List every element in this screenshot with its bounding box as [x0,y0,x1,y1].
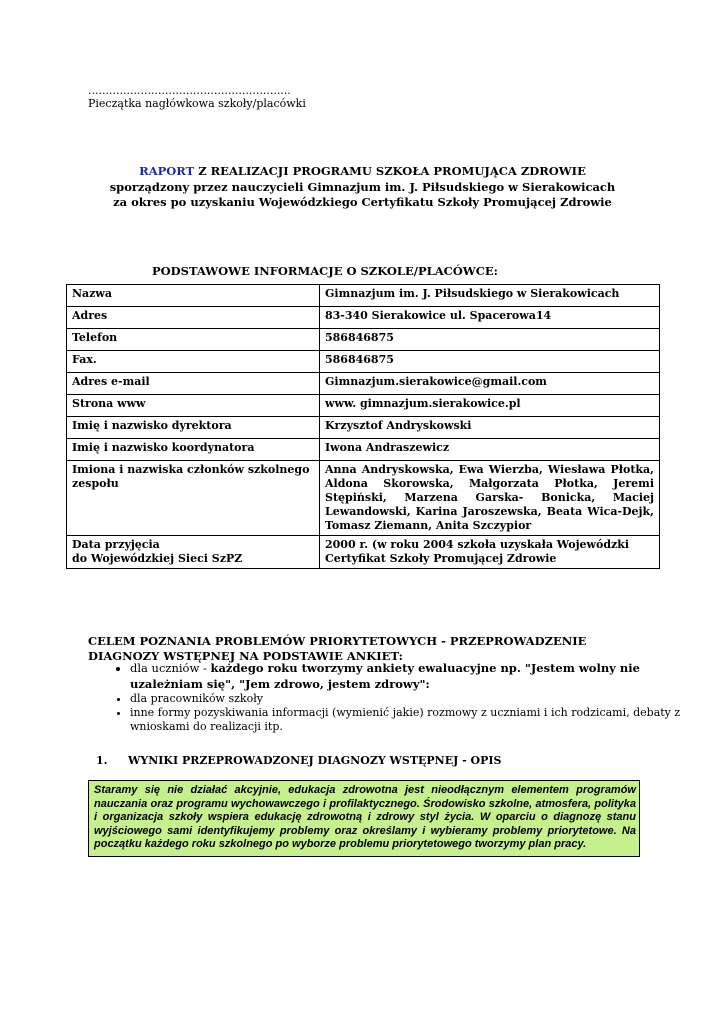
table-row [67,307,660,329]
date-label [67,536,320,569]
row-label: Fax. [67,351,320,373]
list-item: • dla pracowników szkoły [130,692,690,706]
table-row [67,395,660,417]
title-raport-word: RAPORT [139,164,195,178]
stamp-label: Pieczątka nagłówkowa szkoły/placówki [88,97,306,110]
section-title: WYNIKI PRZEPROWADZONEJ DIAGNOZY WSTĘPNEJ - OPIS [128,754,502,767]
section-number: 1. [96,754,108,767]
row-label: Adres e-mail [67,373,320,395]
date-label-line-2: do Wojewódzkiej Sieci SzPZ [72,552,243,565]
goals-list [88,660,690,734]
row-value: 586846875 [320,329,660,351]
row-value: Gimnazjum.sierakowice@gmail.com [320,373,660,395]
report-title [0,164,725,211]
info-heading: PODSTAWOWE INFORMACJE O SZKOLE/PLACÓWCE: [152,264,498,278]
members-value: Anna Andryskowska, Ewa Wierzba, Wiesława Płotka, Aldona Skorowska, Małgorzata Płotka, Jeremi Stępiński, Marzena Garska- Bonicka, Maciej Lewandowski, Karina Jaroszewska, Beata Wica-Dejk, Tomasz Ziemann, Anita Szczypior [320,461,660,536]
date-label-line-1: Data przyjęcia [72,538,160,551]
row-label: Nazwa [67,285,320,307]
table-row [67,439,660,461]
row-value: 83-340 Sierakowice ul. Spacerowa14 [320,307,660,329]
title-line-2: sporządzony przez nauczycieli Gimnazjum im. J. Piłsudskiego w Sierakowicach [109,179,616,194]
goal-item-1-bold: każdego roku tworzymy ankiety ewaluacyjne np. "Jestem wolny nie uzależniam się", "Jem zdrowo, jestem zdrowy": [130,661,640,691]
row-value: www. gimnazjum.sierakowice.pl [320,395,660,417]
table-row [67,285,660,307]
row-value: 586846875 [320,351,660,373]
table-row-date [67,536,660,569]
diagnosis-description-box: Staramy się nie działać akcyjnie, edukacja zdrowotna jest nieodłącznym elementem programów nauczania oraz programu wychowawczego i profilaktycznego. Środowisko szkolne, atmosfera, polityka i organizacja szkoły wspiera edukację zdrowotną i zdrowy styl życia. W oparciu o diagnozę stanu wyjściowego sami identyfikujemy problemy oraz określamy i wybieramy problemy priorytetowe. Na początku każdego roku szkolnego po wyborze problemu priorytetowego tworzymy plan pracy. [88,780,640,857]
row-value: Iwona Andraszewicz [320,439,660,461]
row-value: Krzysztof Andryskowski [320,417,660,439]
members-label: Imiona i nazwiska członków szkolnego zespołu [67,461,320,536]
table-row [67,417,660,439]
row-label: Telefon [67,329,320,351]
goal-item-1-prefix: dla uczniów - [130,661,211,675]
row-label: Strona www [67,395,320,417]
list-item: • inne formy pozyskiwania informacji (wymienić jakie) rozmowy z uczniami i ich rodzicami, debaty z wnioskami do realizacji itp. [130,706,690,734]
title-line-1 [0,164,725,180]
goal-heading: CELEM POZNANIA PROBLEMÓW PRIORYTETOWYCH - PRZEPROWADZENIE DIAGNOZY WSTĘPNEJ NA PODSTAWIE ANKIET: [88,634,587,663]
row-label: Imię i nazwisko koordynatora [67,439,320,461]
school-info-table [66,284,660,569]
table-row [67,373,660,395]
date-value: 2000 r. (w roku 2004 szkoła uzyskała Wojewódzki Certyfikat Szkoły Promującej Zdrowie [320,536,660,569]
row-label: Imię i nazwisko dyrektora [67,417,320,439]
row-value: Gimnazjum im. J. Piłsudskiego w Sierakowicach [320,285,660,307]
table-row [67,329,660,351]
title-line-3: za okres po uzyskaniu Wojewódzkiego Certyfikatu Szkoły Promującej Zdrowie [113,195,612,209]
table-row [67,351,660,373]
title-line-1-rest: Z REALIZACJI PROGRAMU SZKOŁA PROMUJĄCA ZDROWIE [194,164,586,178]
list-item [130,660,690,692]
row-label: Adres [67,307,320,329]
table-row-members [67,461,660,536]
stamp-placeholder-line: .......................................................... [88,84,291,97]
section-heading [96,754,501,767]
